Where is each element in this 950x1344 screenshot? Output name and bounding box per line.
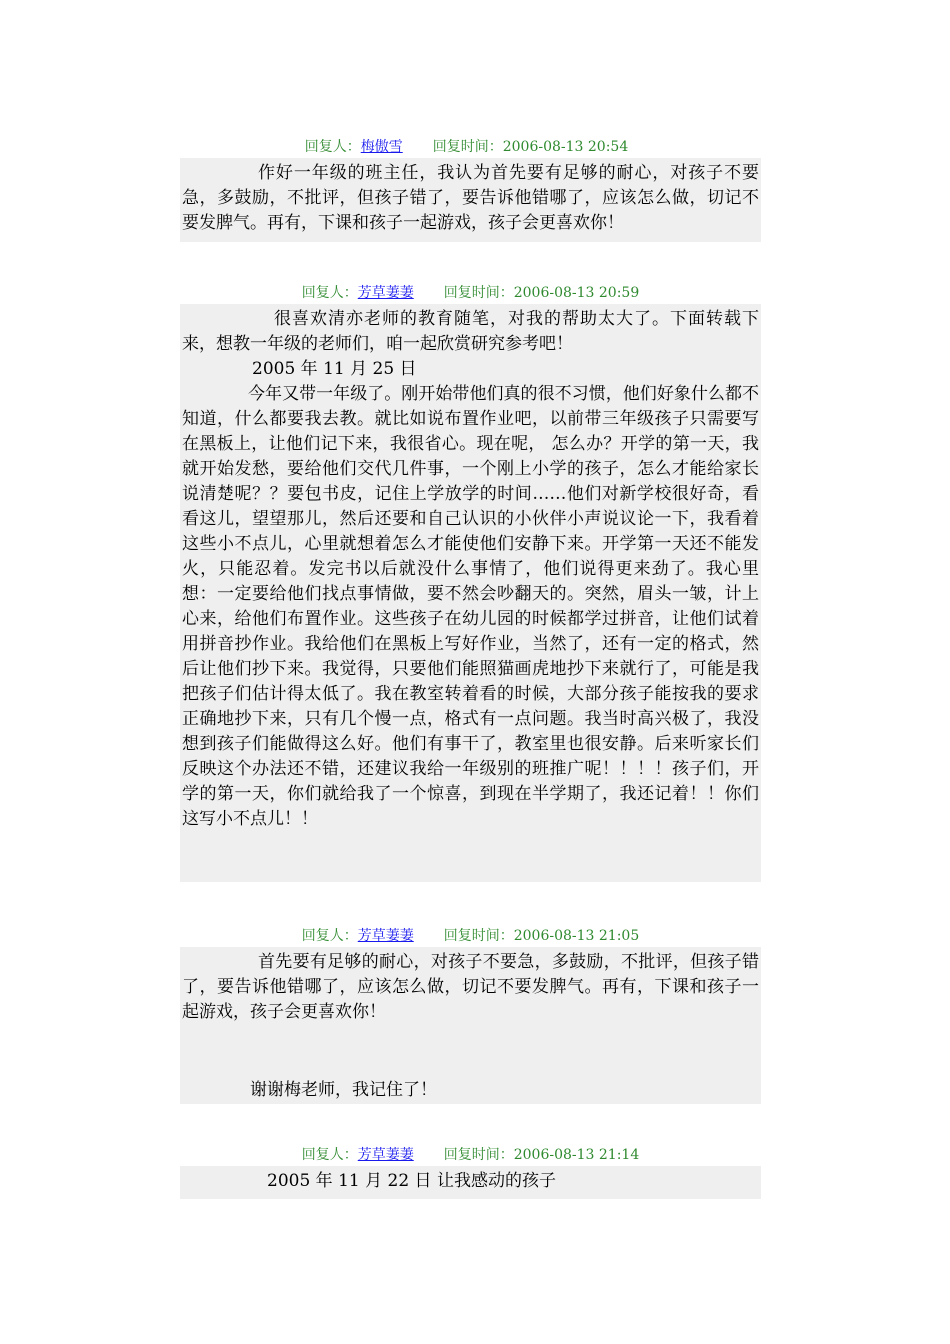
replier-label: 回复人： [301, 1147, 358, 1163]
reply-header [180, 136, 761, 158]
replier-label: 回复人： [304, 139, 361, 155]
article-title-line: 2005 年 11 月 22 日 让我感动的孩子 [267, 1171, 556, 1191]
reply-1 [180, 136, 761, 242]
reply-3 [180, 925, 761, 1104]
reply-time-label: 回复时间： [443, 928, 514, 944]
reply-header [180, 1144, 761, 1166]
reply-body [180, 947, 761, 1104]
reply-text: 作好一年级的班主任，我认为首先要有足够的耐心，对孩子不要急，多鼓励，不批评，但孩子错了，要告诉他错哪了，应该怎么做，切记不要发脾气。再有，下课和孩子一起游戏，孩子会更喜欢你！ [182, 163, 759, 233]
author-link[interactable]: 梅傲雪 [360, 139, 403, 155]
article-text: 今年又带一年级了。刚开始带他们真的很不习惯，他们好象什么都不知道，什么都要我去教。就比如说布置作业吧，以前带三年级孩子只需要写在黑板上，让他们记下来，我很省心。现在呢， 怎么办？开学的第一天，我就开始发愁，要给他们交代几件事，一个刚上小学的孩子，怎么才能给家长说清楚呢？？要包书皮，记住上学放学的时间……他们对新学校很好奇，看看这儿，望望那儿，然后还要和自己认识的小伙伴小声说议论一下，我看着这些小不点儿，心里就想着怎么才能使他们安静下来。开学第一天还不能发火，只能忍着。发完书以后就没什么事情了，他们说得更来劲了。我心里想：一定要给他们找点事情做，要不然会吵翻天的。突然，眉头一皱，计上心来，给他们布置作业。这些孩子在幼儿园的时候都学过拼音，让他们试着用拼音抄作业。我给他们在黑板上写好作业，当然了，还有一定的格式，然后让他们抄下来。我觉得，只要他们能照猫画虎地抄下来就行了，可能是我把孩子们估计得太低了。我在教室转着看的时候，大部分孩子能按我的要求正确地抄下来，只有几个慢一点，格式有一点问题。我当时高兴极了，我没想到孩子们能做得这么好。他们有事干了，教室里也很安静。后来听家长们反映这个办法还不错，还建议我给一年级别的班推广呢！！！！孩子们，开学的第一天，你们就给我了一个惊喜，到现在半学期了，我还记着！！你们这写小不点儿！！ [182, 384, 759, 829]
reply-time-label: 回复时间： [432, 139, 503, 155]
author-link[interactable]: 芳草萋萋 [357, 928, 414, 944]
replier-label: 回复人： [301, 928, 358, 944]
reply-header [180, 282, 761, 304]
reply-time-label: 回复时间： [443, 1147, 514, 1163]
reply-header [180, 925, 761, 947]
reply-2 [180, 282, 761, 882]
reply-time-label: 回复时间： [443, 285, 514, 301]
author-link[interactable]: 芳草萋萋 [357, 1147, 414, 1163]
reply-time: 2006-08-13 20:59 [513, 285, 640, 301]
author-link[interactable]: 芳草萋萋 [357, 285, 414, 301]
reply-text: 首先要有足够的耐心，对孩子不要急，多鼓励，不批评，但孩子错了，要告诉他错哪了，应该怎么做，切记不要发脾气。再有，下课和孩子一起游戏，孩子会更喜欢你！ [182, 952, 759, 1022]
reply-time: 2006-08-13 21:14 [513, 1147, 640, 1163]
intro-text: 很喜欢清亦老师的教育随笔，对我的帮助太大了。下面转载下来，想教一年级的老师们，咱一起欣赏研究参考吧！ [182, 309, 759, 354]
reply-body [180, 304, 761, 882]
thanks-text: 谢谢梅老师，我记住了！ [250, 1080, 437, 1100]
reply-body [180, 1166, 761, 1199]
article-date: 2005 年 11 月 25 日 [252, 359, 417, 379]
reply-time: 2006-08-13 20:54 [502, 139, 629, 155]
replier-label: 回复人： [301, 285, 358, 301]
reply-time: 2006-08-13 21:05 [513, 928, 640, 944]
reply-4 [180, 1144, 761, 1199]
reply-body [180, 158, 761, 242]
